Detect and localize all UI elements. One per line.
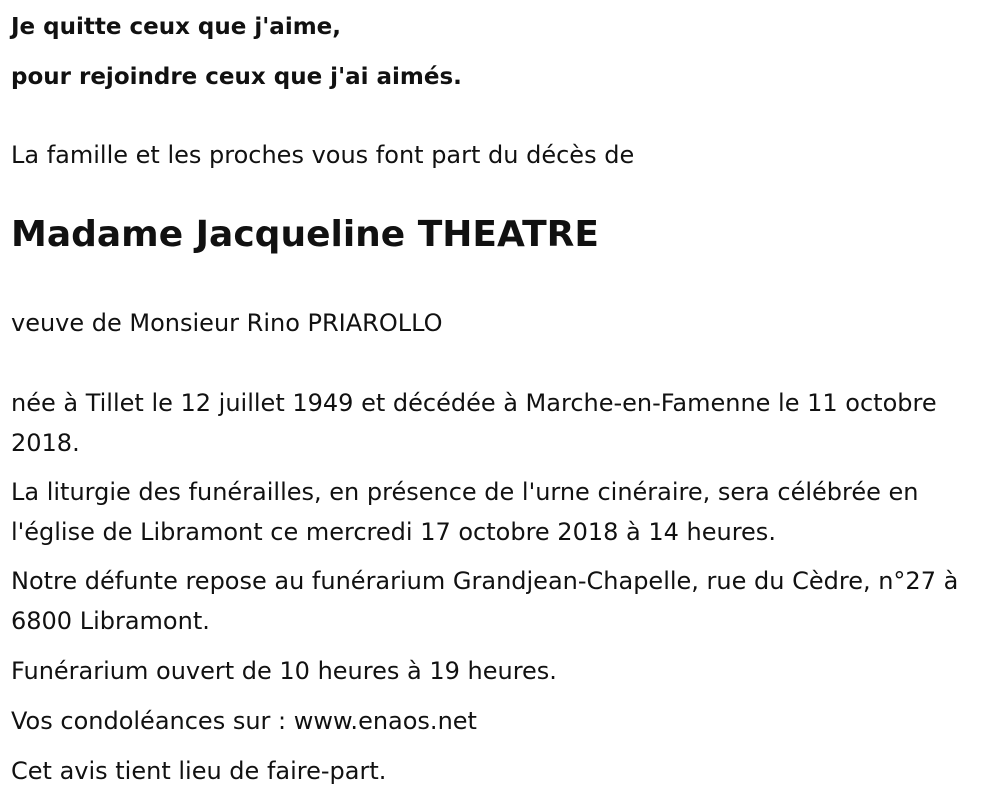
epigraph-line-1: Je quitte ceux que j'aime,: [11, 14, 342, 40]
resting-place-paragraph: Notre défunte repose au funérarium Grandjean-Chapelle, rue du Cèdre, n°27 à 6800 Libramont.: [11, 567, 959, 635]
notice-paragraph: Cet avis tient lieu de faire-part.: [11, 757, 387, 785]
liturgy-paragraph: La liturgie des funérailles, en présence de l'urne cinéraire, sera célébrée en l'église de Libramont ce mercredi 17 octobre 2018 à 14 heures.: [11, 478, 919, 546]
epigraph-line-2: pour rejoindre ceux que j'ai aimés.: [11, 64, 462, 90]
deceased-name: Madame Jacqueline THEATRE: [11, 214, 599, 255]
opening-hours-paragraph: Funérarium ouvert de 10 heures à 19 heures.: [11, 657, 557, 685]
condolences-paragraph: Vos condoléances sur : www.enaos.net: [11, 707, 477, 735]
widow-of: veuve de Monsieur Rino PRIAROLLO: [11, 309, 443, 337]
announcement-intro: La famille et les proches vous font part du décès de: [11, 141, 635, 169]
birth-death-paragraph: née à Tillet le 12 juillet 1949 et décédée à Marche-en-Famenne le 11 octobre 2018.: [11, 389, 937, 457]
